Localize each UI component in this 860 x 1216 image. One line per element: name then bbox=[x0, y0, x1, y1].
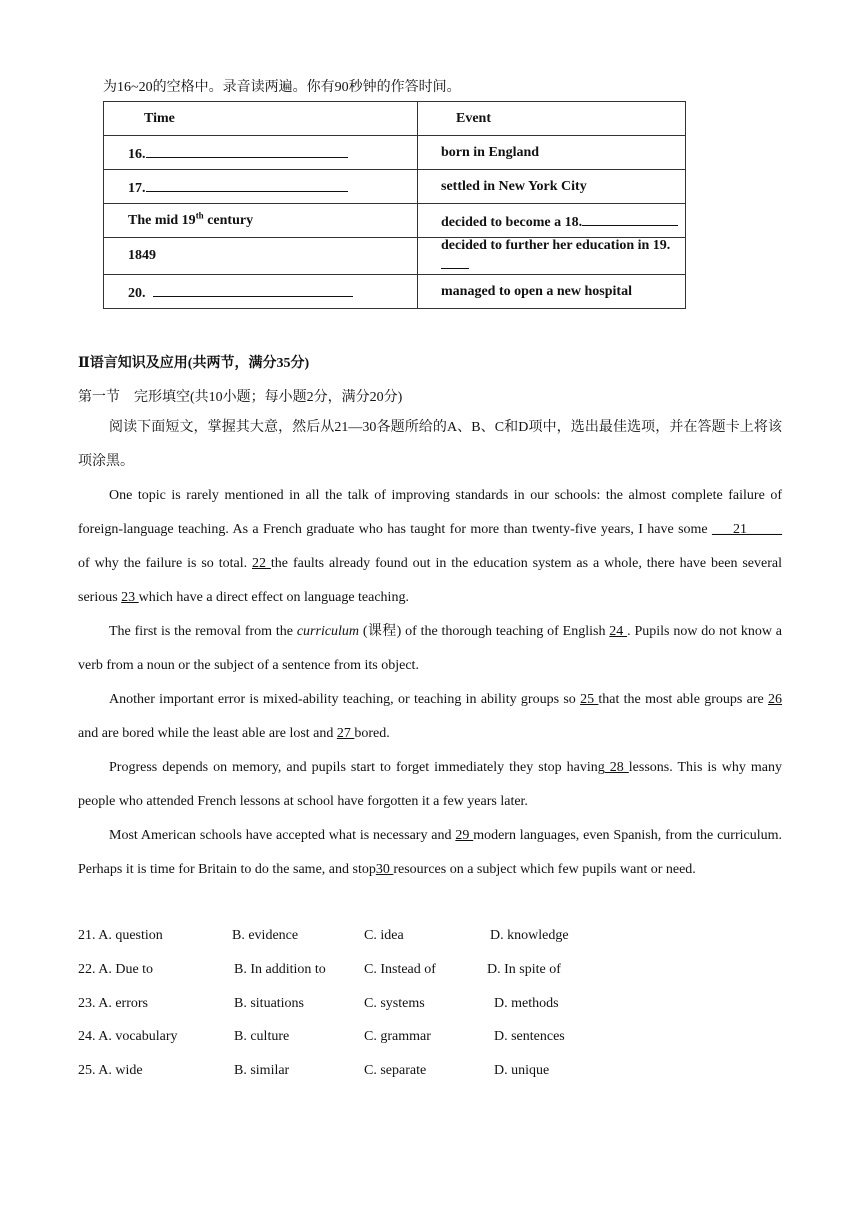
time-text: 17. bbox=[128, 180, 146, 196]
text-run: Progress depends on memory, and pupils start to forget immediately they stop having bbox=[109, 760, 605, 775]
text-run: that the most able groups are bbox=[598, 692, 768, 707]
time-text: 20. bbox=[128, 285, 146, 301]
event-text: decided to become a 18. bbox=[441, 214, 583, 230]
option-d: D. unique bbox=[494, 1063, 550, 1078]
answer-blank bbox=[441, 254, 469, 269]
event-cell: settled in New York City bbox=[418, 170, 686, 204]
event-text: decided to further her education in 19. bbox=[441, 238, 671, 253]
option-b: B. situations bbox=[234, 996, 305, 1011]
blank-24: 24 bbox=[609, 624, 628, 639]
text-run: Another important error is mixed-ability teaching, or teaching in ability groups so bbox=[109, 692, 581, 707]
text-run: . Pupils now do not know a verb from a noun or the subject of a sentence from its object. bbox=[78, 624, 782, 673]
time-text: 16. bbox=[128, 146, 146, 162]
text-run: One topic is rarely mentioned in all the talk of improving standards in our schools: the almost complete failure of foreign-language teaching. As a French graduate who has taught for more than twenty-five years, I have some bbox=[78, 488, 782, 537]
time-cell bbox=[104, 136, 418, 170]
time-cell: 1849 bbox=[104, 238, 418, 275]
option-d: D. In spite of bbox=[487, 962, 561, 977]
time-tail: century bbox=[203, 212, 254, 228]
blank-30: 30 bbox=[375, 862, 394, 877]
option-a: 23. A. errors bbox=[78, 996, 148, 1011]
passage-paragraph bbox=[78, 479, 782, 615]
passage-paragraph bbox=[78, 751, 782, 819]
option-d: D. knowledge bbox=[490, 928, 569, 943]
instructions-paragraph: 阅读下面短文，掌握其大意，然后从21—30各题所给的A、B、C和D项中，选出最佳选项，并在答题卡上将该项涂黑。 bbox=[78, 420, 782, 469]
text-run: The first is the removal from the bbox=[109, 624, 297, 639]
text-run: bored. bbox=[354, 726, 390, 741]
blank-25: 25 bbox=[580, 692, 599, 707]
option-a: 21. A. question bbox=[78, 928, 163, 943]
event-cell bbox=[418, 204, 686, 238]
option-c: C. idea bbox=[364, 928, 404, 943]
text-run: the faults already found out in the education system as a whole, there have been several serious bbox=[78, 556, 783, 605]
time-cell bbox=[104, 170, 418, 204]
passage bbox=[78, 411, 782, 887]
blank-26: 26 bbox=[768, 692, 782, 707]
option-a: 25. A. wide bbox=[78, 1063, 143, 1078]
italic-term: curriculum bbox=[296, 624, 360, 639]
table-row bbox=[104, 204, 686, 238]
blank-27: 27 bbox=[336, 726, 355, 741]
section-subtitle: 第一节 完形填空(共10小题；每小题2分，满分20分) bbox=[78, 390, 403, 405]
event-cell bbox=[418, 238, 686, 275]
option-c: C. systems bbox=[364, 996, 425, 1011]
blank-23: 23 bbox=[121, 590, 139, 605]
time-cell bbox=[104, 204, 418, 238]
header-time: Time bbox=[104, 102, 418, 136]
intro-line: 为16~20的空格中。录音读两遍。你有90秒钟的作答时间。 bbox=[103, 80, 461, 95]
table-row bbox=[104, 238, 686, 275]
event-cell: managed to open a new hospital bbox=[418, 275, 686, 309]
blank-29: 29 bbox=[455, 828, 474, 843]
timeline-table bbox=[103, 101, 686, 309]
blank-22: 22 bbox=[252, 556, 271, 571]
table-header-row bbox=[104, 102, 686, 136]
header-event: Event bbox=[418, 102, 686, 136]
option-b: B. In addition to bbox=[234, 962, 326, 977]
table-row bbox=[104, 275, 686, 309]
table-row bbox=[104, 136, 686, 170]
answer-blank bbox=[146, 177, 348, 192]
text-run: Most American schools have accepted what is necessary and bbox=[109, 828, 456, 843]
section-title: Ⅱ语言知识及应用(共两节，满分35分) bbox=[78, 356, 310, 371]
table-row bbox=[104, 170, 686, 204]
text-run: (课程) of the thorough teaching of English bbox=[359, 624, 610, 639]
answer-blank bbox=[153, 282, 353, 297]
text-run: resources on a subject which few pupils want or need. bbox=[393, 862, 696, 877]
passage-paragraph bbox=[78, 683, 782, 751]
option-b: B. similar bbox=[234, 1063, 290, 1078]
passage-paragraph bbox=[78, 615, 782, 683]
text-run: of why the failure is so total. bbox=[78, 556, 252, 571]
option-b: B. culture bbox=[234, 1029, 290, 1044]
passage-paragraph bbox=[78, 819, 782, 887]
time-text: The mid 19 bbox=[128, 212, 196, 228]
option-b: B. evidence bbox=[232, 928, 299, 943]
option-c: C. grammar bbox=[364, 1029, 431, 1044]
option-d: D. methods bbox=[494, 996, 559, 1011]
time-superscript: th bbox=[195, 209, 204, 220]
text-run: lessons. This is why many people who attended French lessons at school have forgotten it a few years later. bbox=[78, 760, 783, 809]
option-c: C. Instead of bbox=[364, 962, 436, 977]
answer-blank bbox=[582, 211, 678, 226]
text-run: modern languages, even Spanish, from the curriculum. Perhaps it is time for Britain to do the same, and stop bbox=[78, 828, 783, 877]
option-a: 22. A. Due to bbox=[78, 962, 154, 977]
option-d: D. sentences bbox=[494, 1029, 565, 1044]
blank-28: 28 bbox=[604, 760, 629, 775]
answer-blank bbox=[146, 143, 348, 158]
event-cell: born in England bbox=[418, 136, 686, 170]
time-cell bbox=[104, 275, 418, 309]
option-c: C. separate bbox=[364, 1063, 427, 1078]
text-run: which have a direct effect on language teaching. bbox=[138, 590, 409, 605]
option-a: 24. A. vocabulary bbox=[78, 1029, 178, 1044]
blank-21: ___21_____ bbox=[712, 522, 782, 537]
text-run: and are bored while the least able are lost and bbox=[78, 726, 337, 741]
